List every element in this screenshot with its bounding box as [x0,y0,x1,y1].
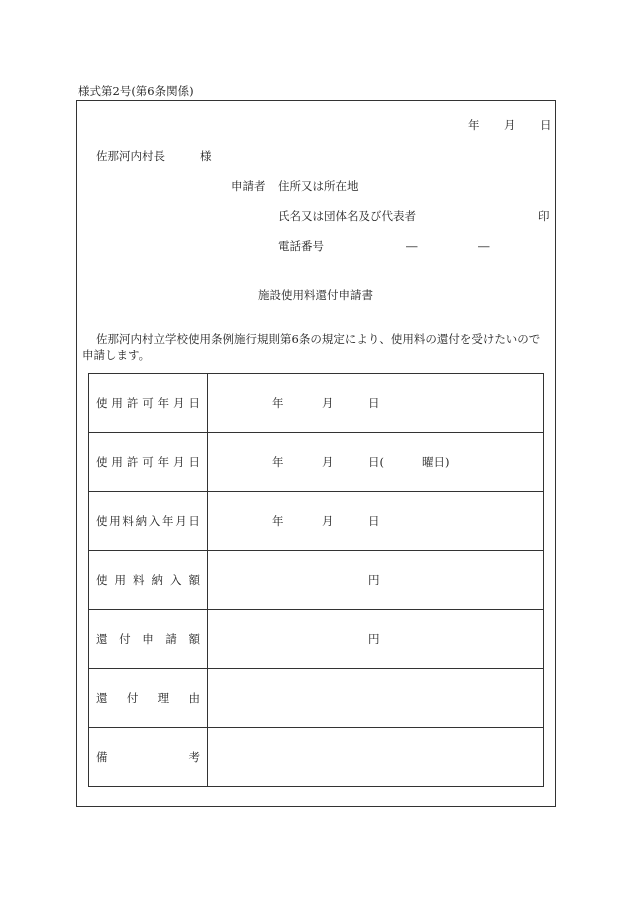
permit-date-month: 月 [322,396,334,410]
row-label-char: 還 [96,691,108,705]
row-label-char: 理 [157,691,170,705]
row-label-char: 額 [188,573,200,587]
row-label-refund-amount [96,631,200,647]
row-label-cell [89,728,208,787]
row-label-remarks [96,749,200,765]
permit-date2-year: 年 [272,455,284,469]
form-caption: 様式第2号(第6条関係) [78,84,194,98]
row-label-char: 用 [109,514,121,528]
row-label-char: 額 [188,632,200,646]
row-label-char: 納 [135,514,148,528]
addressee-name: 佐那河内村長 [96,149,165,163]
row-label-char: 月 [173,396,185,410]
row-value-cell[interactable] [208,551,544,610]
row-value-cell[interactable] [208,433,544,492]
row-label-char: 可 [142,455,154,469]
row-label-char: 付 [119,632,131,646]
phone-dash-1: ― [406,239,418,253]
row-label-char: 月 [173,455,185,469]
row-label-char: 可 [142,396,154,410]
permit-date2-month: 月 [322,455,334,469]
row-label-char: 用 [111,396,123,410]
row-label-char: 用 [111,455,123,469]
row-label-cell [89,374,208,433]
row-label-char: 考 [188,750,200,764]
row-label-char: 月 [175,514,187,528]
row-label-char: 入 [170,573,182,587]
row-label-char: 由 [188,691,200,705]
table-row [89,610,544,669]
row-label-char: 使 [96,573,108,587]
applicant-address-label: 住所又は所在地 [278,179,359,193]
row-label-char: 日 [188,396,200,410]
row-label-char: 使 [96,455,108,469]
permit-date2-day: 日( [368,455,384,469]
date-year: 年 [468,118,480,132]
body-text-line-1: 佐那河内村立学校使用条例施行規則第6条の規定により、使用料の還付を受けたいので [96,332,541,346]
refund-amount-unit: 円 [368,632,380,646]
row-label-cell [89,551,208,610]
row-label-payment-amount [96,572,200,588]
row-label-payment-date [96,513,200,529]
payment-date-day: 日 [368,514,380,528]
body-text-line-2: 申請します。 [82,348,151,362]
row-label-char: 許 [126,455,139,469]
row-label-char: 付 [126,691,139,705]
row-label-char: 年 [157,396,170,410]
row-label-cell [89,492,208,551]
seal-mark: 印 [538,209,550,223]
payment-date-month: 月 [322,514,334,528]
row-value-cell[interactable] [208,610,544,669]
table-row [89,669,544,728]
row-label-char: 使 [96,514,108,528]
row-label-char: 年 [162,514,174,528]
payment-amount-unit: 円 [368,573,380,587]
table-row [89,433,544,492]
date-month: 月 [504,118,516,132]
row-label-char: 許 [126,396,139,410]
applicant-label: 申請者 [231,179,266,193]
row-label-char: 料 [133,573,145,587]
row-label-char: 納 [151,573,163,587]
row-label-refund-reason [96,690,200,706]
date-day: 日 [540,118,552,132]
row-label-char: 日 [188,455,200,469]
row-value-cell[interactable] [208,492,544,551]
applicant-name-label: 氏名又は団体名及び代表者 [278,209,416,223]
table-row [89,374,544,433]
permit-date-year: 年 [272,396,284,410]
row-label-char: 備 [96,750,108,764]
table-row [89,492,544,551]
row-label-char: 請 [165,632,177,646]
document-title: 施設使用料還付申請書 [258,288,373,302]
row-label-char: 還 [96,632,108,646]
row-value-cell[interactable] [208,374,544,433]
table-row [89,728,544,787]
row-label-permit-date-2 [96,454,200,470]
application-table [88,373,544,787]
row-label-char: 料 [122,514,134,528]
row-value-cell[interactable] [208,728,544,787]
row-label-char: 使 [96,396,108,410]
row-label-char: 日 [188,514,200,528]
table-row [89,551,544,610]
row-label-cell [89,433,208,492]
phone-dash-2: ― [478,239,490,253]
row-label-char: 年 [157,455,170,469]
row-label-cell [89,669,208,728]
permit-date-day: 日 [368,396,380,410]
payment-date-year: 年 [272,514,284,528]
row-label-char: 申 [142,632,154,646]
permit-date2-weekday: 曜日) [422,455,450,469]
row-label-permit-date [96,395,200,411]
row-value-cell[interactable] [208,669,544,728]
row-label-cell [89,610,208,669]
row-label-char: 用 [114,573,126,587]
applicant-phone-label: 電話番号 [278,239,324,253]
row-label-char: 入 [148,514,161,528]
addressee-honorific: 様 [200,149,212,163]
